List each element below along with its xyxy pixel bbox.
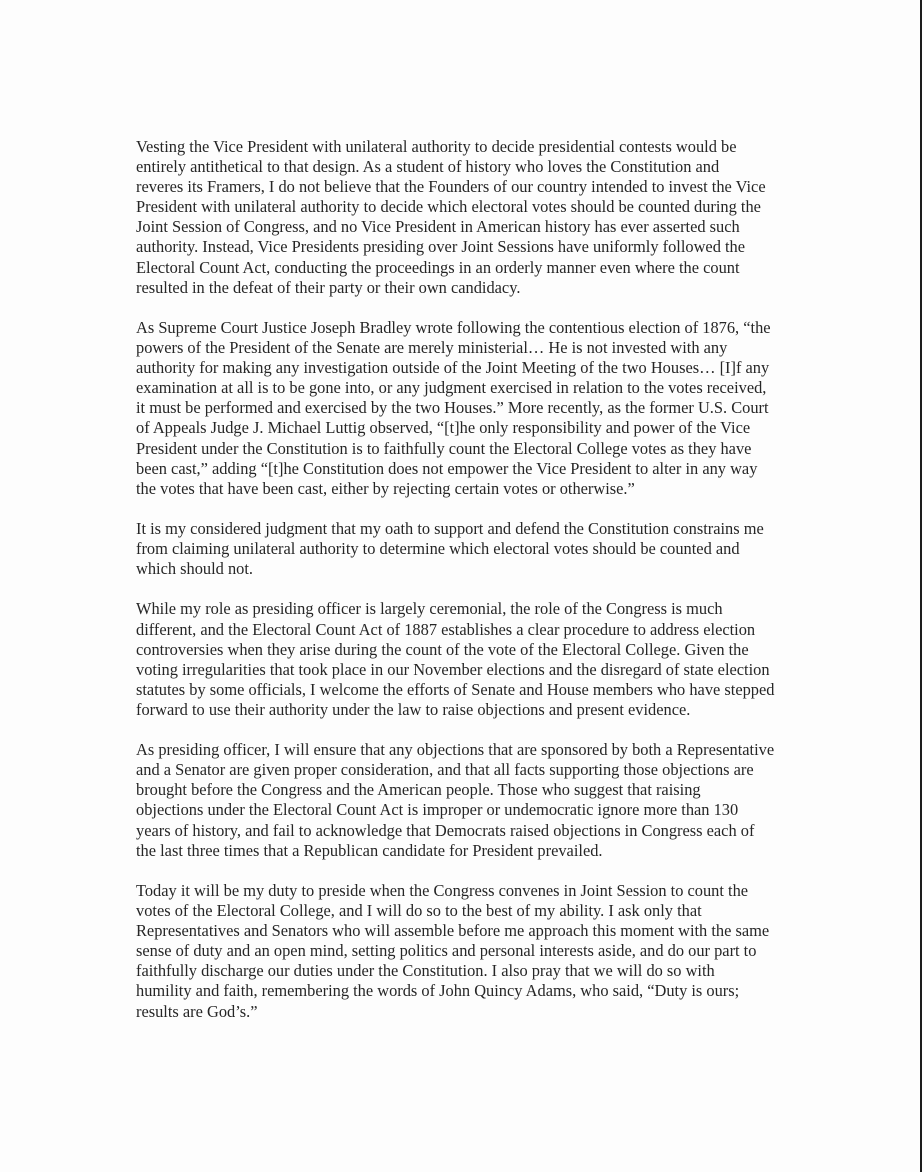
paragraph-bradley-luttig-quotes: As Supreme Court Justice Joseph Bradley wrote following the contentious election of 1876, “the powers of the President of the Senate are merely ministerial… He is not invested with any authority for making any investigation outside of the Joint Meeting of the two Houses… [I]f any examination at all is to be gone into, or any judgment exercised in relation to the votes received, it must be performed and exercised by the two Houses.” More recently, as the former U.S. Court of Appeals Judge J. Michael Luttig observed, “[t]he only responsibility and power of the Vice President under the Constitution is to faithfully count the Electoral College votes as they have been cast,” adding “[t]he Constitution does not empower the Vice President to alter in any way the votes that have been cast, either by rejecting certain votes or otherwise.” [136, 317, 771, 498]
paragraph-joint-session-duty: Today it will be my duty to preside when the Congress convenes in Joint Session to count the votes of the Electoral College, and I will do so to the best of my ability. I ask only that Representatives and Senators who will assemble before me approach this moment with the same sense of duty and an open mind, setting politics and personal interests aside, and do our part to faithfully discharge our duties under the Constitution. I also pray that we will do so with humility and faith, remembering the words of John Quincy Adams, who said, “Duty is ours; results are God’s.” [136, 880, 770, 1021]
paragraph-congress-role: While my role as presiding officer is largely ceremonial, the role of the Congress is much different, and the Electoral Count Act of 1887 establishes a clear procedure to address election controversies when they arise during the count of the vote of the Electoral College. Given the voting irregularities that took place in our November elections and the disregard of state election statutes by some officials, I welcome the efforts of Senate and House members who have stepped forward to use their authority under the law to raise objections and present evidence. [136, 599, 775, 719]
paragraph-vesting-authority: Vesting the Vice President with unilateral authority to decide presidential contests would be entirely antithetical to that design. As a student of history who loves the Constitution and reveres its Framers, I do not believe that the Founders of our country intended to invest the Vice President with unilateral authority to decide which electoral votes should be counted during the Joint Session of Congress, and no Vice President in American history has ever asserted such authority. Instead, Vice Presidents presiding over Joint Sessions have uniformly followed the Electoral Count Act, conducting the proceedings in an orderly manner even where the count resulted in the defeat of their party or their own candidacy. [136, 137, 766, 297]
scan-edge-border [920, 0, 922, 1172]
paragraph-oath-judgment: It is my considered judgment that my oath to support and defend the Constitution constrains me from claiming unilateral authority to determine which electoral votes should be counted and which should not. [136, 518, 764, 579]
letter-body [136, 137, 816, 1042]
paragraph-presiding-officer: As presiding officer, I will ensure that any objections that are sponsored by both a Representative and a Senator are given proper consideration, and that all facts supporting those objections are brought before the Congress and the American people. Those who suggest that raising objections under the Electoral Count Act is improper or undemocratic ignore more than 130 years of history, and fail to acknowledge that Democrats raised objections in Congress each of the last three times that a Republican candidate for President prevailed. [136, 740, 775, 860]
